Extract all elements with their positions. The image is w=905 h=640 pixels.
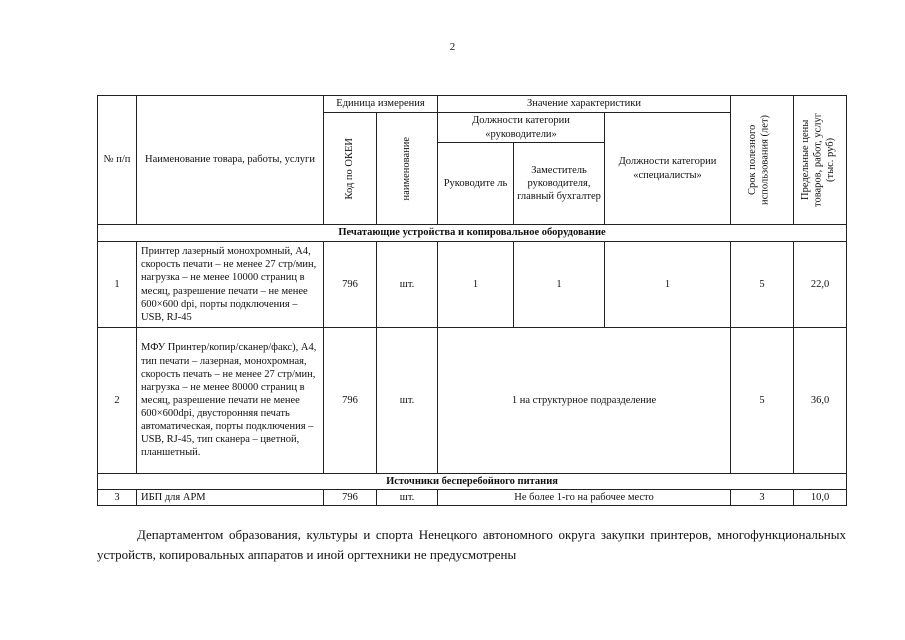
section-row xyxy=(98,225,847,242)
header-price-limit-cell xyxy=(794,96,847,225)
row-deputy: 1 xyxy=(514,242,605,328)
section-title: Источники бесперебойного питания xyxy=(98,474,847,490)
header-deputy: Заместитель руководителя, главный бухгалтер xyxy=(514,143,605,225)
section-title: Печатающие устройства и копировальное оборудование xyxy=(98,225,847,242)
row-num: 2 xyxy=(98,328,137,474)
header-okei: Код по ОКЕИ xyxy=(343,137,355,200)
row-num: 3 xyxy=(98,490,137,506)
row-value: 1 на структурное подразделение xyxy=(438,328,731,474)
header-price-limit: Предельные цены товаров, работ, услуг (тыс. руб) xyxy=(800,113,837,208)
header-head: Руководите ль xyxy=(438,143,514,225)
row-okei: 796 xyxy=(324,242,377,328)
table-row xyxy=(98,328,847,474)
row-value: Не более 1-го на рабочее место xyxy=(438,490,731,506)
page-number: 2 xyxy=(449,41,456,53)
table-row xyxy=(98,242,847,328)
header-unit-name: наименование xyxy=(400,136,412,201)
header-service-life-cell xyxy=(731,96,794,225)
row-name: МФУ Принтер/копир/сканер/факс), А4, тип печати – лазерная, монохромная, скорость печать – не менее 27 стр/мин, нагрузка – не менее 80000 страниц в месяц, разрешение печати не менее 600×600dpi, двусторонняя печать автоматическая, порты подключения – USB, RJ-45, тип сканера – цветной, планшетный. xyxy=(137,328,324,474)
header-unit-name-cell xyxy=(377,113,438,225)
row-price: 22,0 xyxy=(794,242,847,328)
footnote-paragraph: Департаментом образования, культуры и спорта Ненецкого автономного округа закупки принтеров, многофункциональных устройств, копировальных аппаратов и иной оргтехники не предусмотрены xyxy=(97,527,846,562)
row-price: 10,0 xyxy=(794,490,847,506)
characteristics-table xyxy=(97,95,847,506)
row-life: 5 xyxy=(731,328,794,474)
header-num: № п/п xyxy=(98,96,137,225)
row-name: Принтер лазерный монохромный, А4, скорость печати – не менее 27 стр/мин, нагрузка – не менее 10000 страниц в месяц, разрешение печати – не менее 600×600 dpi, порты подключения – USB, RJ-45 xyxy=(137,242,324,328)
row-unit: шт. xyxy=(377,490,438,506)
row-life: 5 xyxy=(731,242,794,328)
header-specialists: Должности категории «специалисты» xyxy=(605,113,731,225)
row-unit: шт. xyxy=(377,328,438,474)
header-name: Наименование товара, работы, услуги xyxy=(137,96,324,225)
row-unit: шт. xyxy=(377,242,438,328)
row-head: 1 xyxy=(438,242,514,328)
header-value-group: Значение характеристики xyxy=(438,96,731,113)
table-row xyxy=(98,490,847,506)
row-okei: 796 xyxy=(324,490,377,506)
header-service-life: Срок полезного использования (лет) xyxy=(747,114,771,206)
header-row-1 xyxy=(98,96,847,113)
row-okei: 796 xyxy=(324,328,377,474)
row-price: 36,0 xyxy=(794,328,847,474)
header-unit-group: Единица измерения xyxy=(324,96,438,113)
section-row xyxy=(98,474,847,490)
row-specialists: 1 xyxy=(605,242,731,328)
row-name: ИБП для АРМ xyxy=(137,490,324,506)
header-managers-group: Должности категории «руководители» xyxy=(438,113,605,143)
row-life: 3 xyxy=(731,490,794,506)
row-num: 1 xyxy=(98,242,137,328)
header-okei-cell xyxy=(324,113,377,225)
